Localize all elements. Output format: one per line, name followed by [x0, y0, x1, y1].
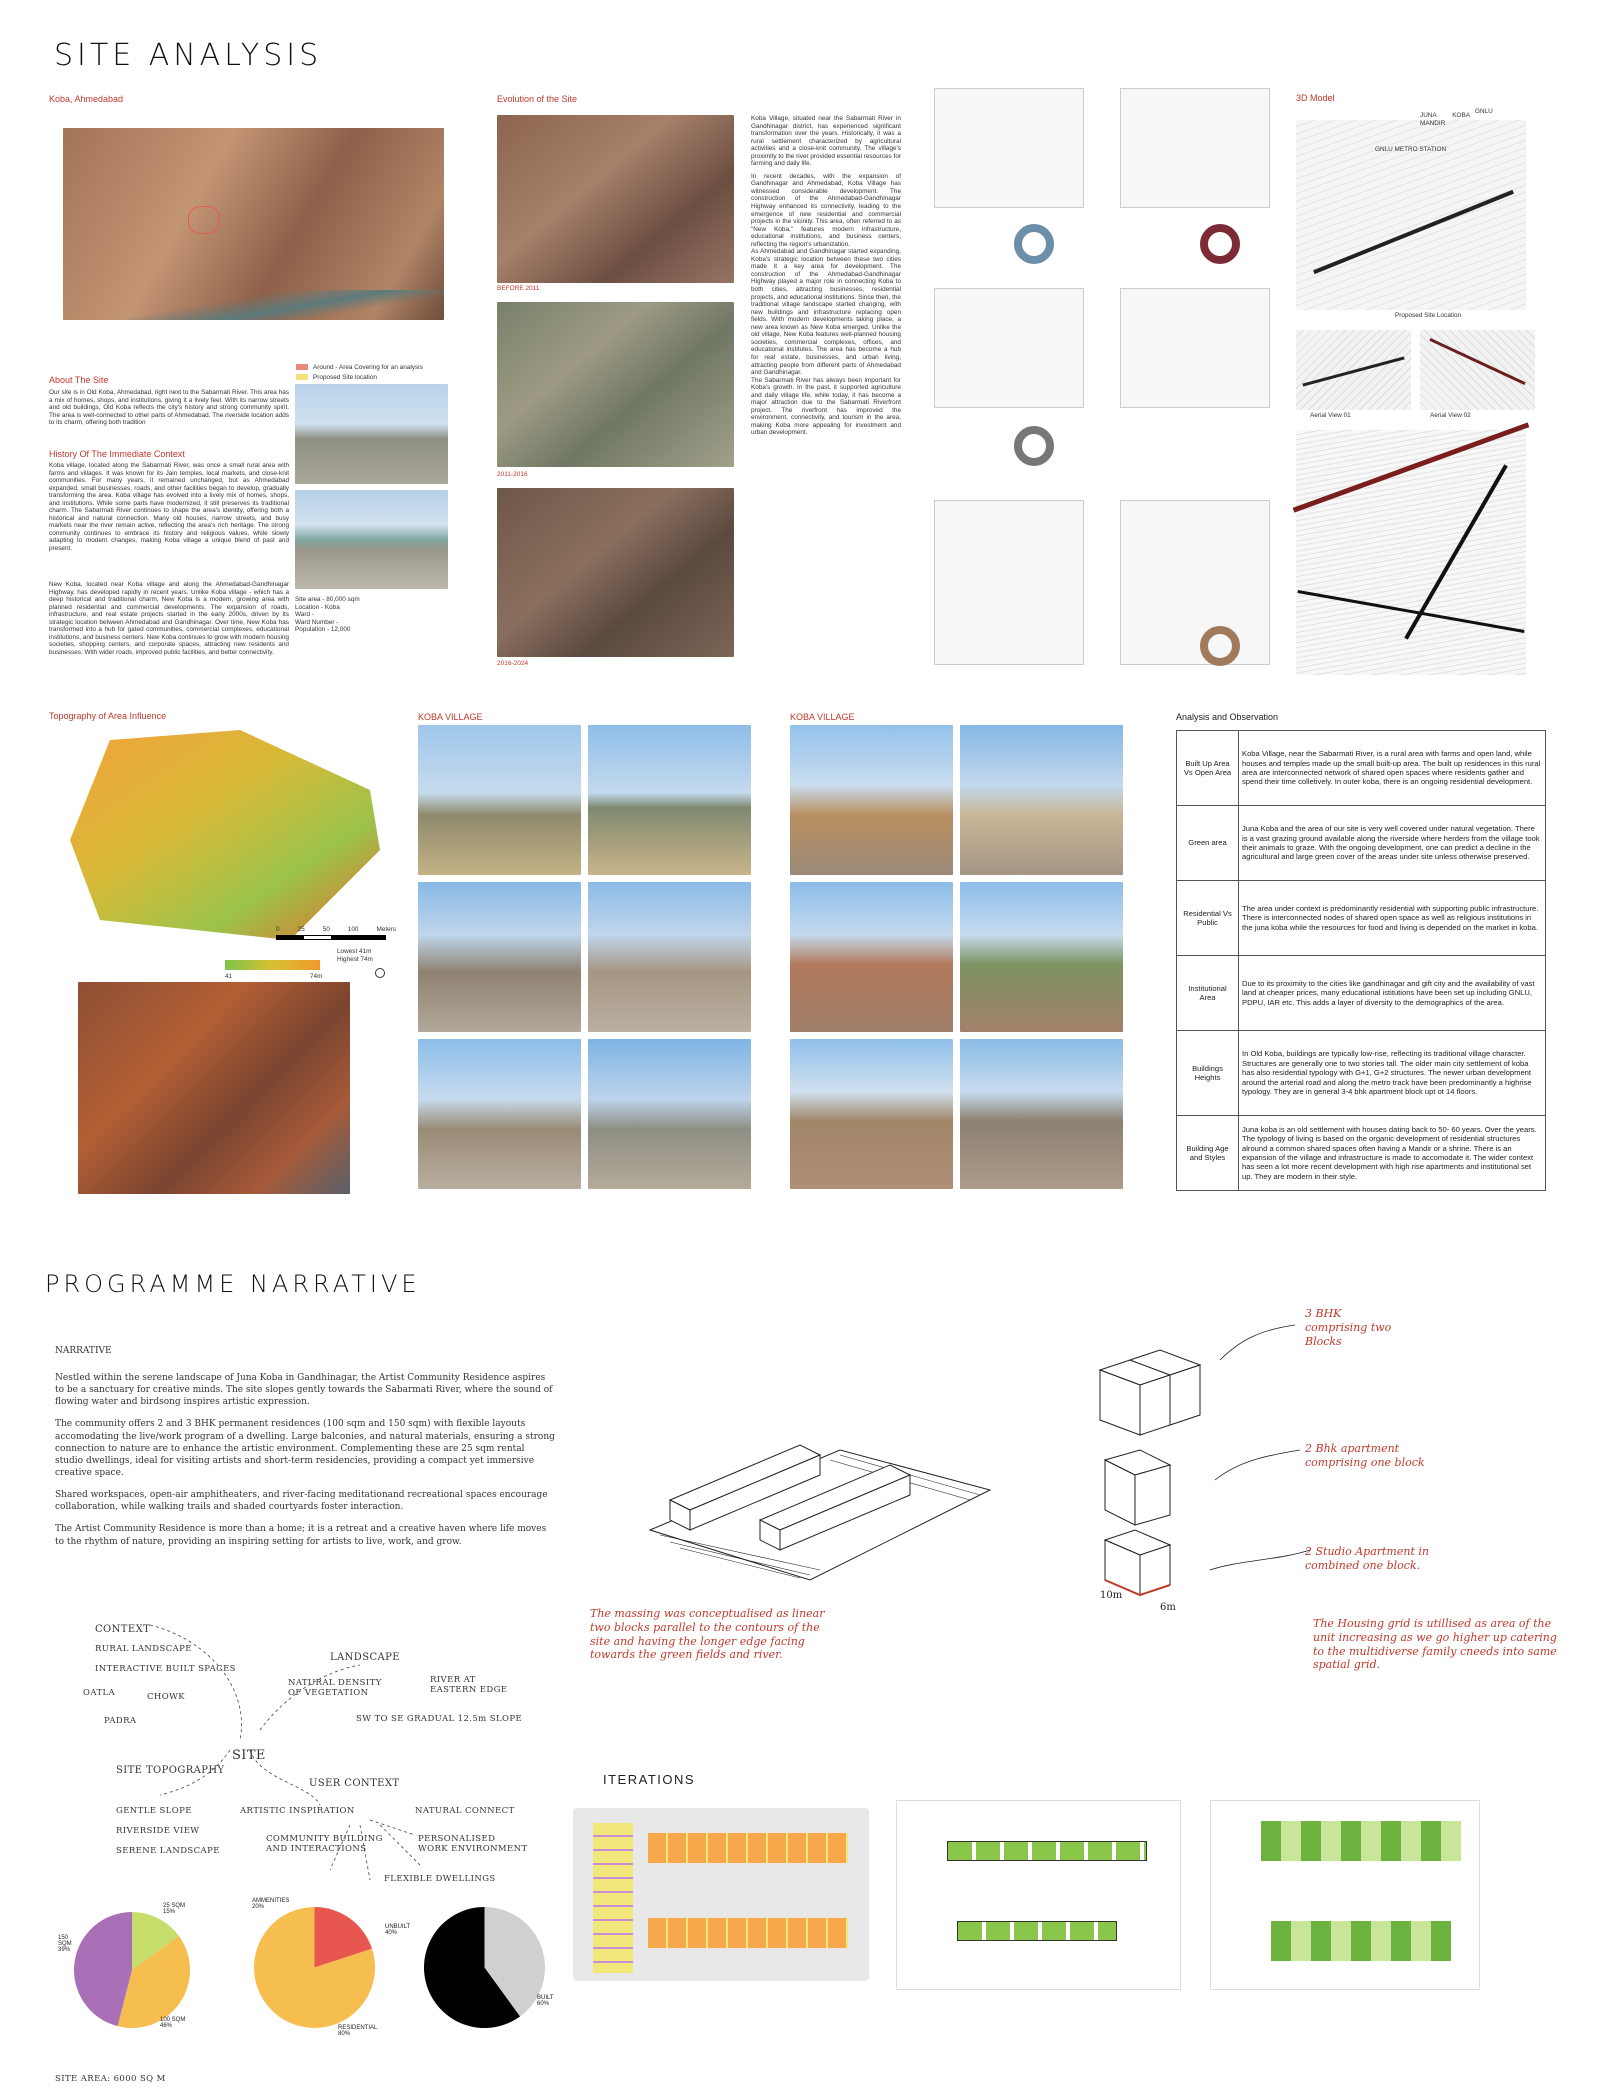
pie-label-unbuilt: UNBUILT 40% — [385, 1924, 411, 1936]
pie-chart-program — [252, 1905, 377, 2030]
history-text-1: Koba village, located along the Sabarmati River, was once a small rural area with farms and villages. It was known for its Jain temples, local markets, and close-knit communities. For many years, it remained unchanged, but as Ahmedabad expanded, small businesses, roads, and other facilities began to develop, gradually transforming the area. Koba village has evolved into a lively mix of homes, shops, and institutions. While some parts have modernized, it still preserves its traditional charm. The Sabarmati River continues to shape the area's identity, offering both a historical and natural connection. Many old houses, narrow streets, and busy markets near the river remain active, reflecting the area's rich heritage. The strong community continues to embrace its history and religious values, while slowly adapting to modern changes, making Koba village a unique blend of past and present. — [49, 462, 289, 553]
village-photo-4 — [588, 882, 751, 1032]
site-photo-2 — [295, 490, 448, 589]
mind-padra: PADRA — [104, 1716, 137, 1726]
topography-map — [70, 730, 390, 950]
analysis-table — [1176, 730, 1546, 1191]
site-photo-1 — [295, 384, 448, 484]
evolution-heading: Evolution of the Site — [497, 94, 578, 104]
village-photo-10 — [960, 882, 1123, 1032]
mind-context: CONTEXT — [95, 1624, 151, 1635]
topography-satellite-overlay — [78, 982, 350, 1194]
village-photo-6 — [588, 1039, 751, 1189]
village-photo-2 — [588, 725, 751, 875]
mind-user: USER CONTEXT — [309, 1778, 400, 1789]
mind-personalised: PERSONALISED WORK ENVIRONMENT — [418, 1834, 528, 1854]
mind-site: SITE — [232, 1748, 266, 1763]
village-heading-1: KOBA VILLAGE — [418, 712, 483, 722]
analysis-row: Institutional Area Due to its proximity to the cities like gandhinagar and gift city and the availability of vast land at cheaper prices, many educational istitutions have been set up including GNLU, PDPU, IAR etc. This adds a layer of diversity to the demographics of the area. — [1177, 956, 1546, 1031]
topo-scale-bar — [276, 935, 386, 940]
model-label-site: Proposed Site Location — [1395, 312, 1462, 319]
aerial-view-2 — [1420, 330, 1535, 410]
village-photo-7 — [790, 725, 953, 875]
site-area-label: SITE AREA: 6000 SQ M — [55, 2074, 166, 2084]
pie-built-slices — [424, 1907, 545, 2028]
pie-program-slices — [254, 1907, 375, 2028]
dim-10m: 10m — [1100, 1590, 1123, 1601]
unit-note-2bhk: 2 Bhk apartment comprising one block — [1305, 1442, 1425, 1469]
dim-6m: 6m — [1160, 1602, 1176, 1613]
pie-label-amenities: AMMENITIES 20% — [252, 1898, 290, 1910]
donut-4 — [1200, 626, 1240, 666]
legend-site: Proposed Site location — [313, 374, 377, 381]
unit-note-3bhk: 3 BHK comprising two Blocks — [1305, 1307, 1392, 1348]
3d-model-road-map — [1296, 430, 1526, 675]
topo-gradient-bar — [225, 960, 320, 970]
village-photo-8 — [960, 725, 1123, 875]
analysis-row: Buildings Heights In Old Koba, buildings are typically low-rise, reflecting its traditional village character. Structures are generally one to two stories tall. The older main city settlement of koba has also residential typology with G+1, G+2 structures. The newer urban development around the arterial road and along the metro track have been predominantly a highrise typology. They are in general 3-4 bhk apartment block upt ot 14 floors. — [1177, 1031, 1546, 1116]
model-label-metro: GNLU METRO STATION — [1375, 146, 1447, 153]
analysis-row: Building Age and Styles Juna koba is an old settlement with houses dating back to 50- 60 years. Over the years. The typology of living is based on the organic development of residential structures alround a common shared spaces often having a Mandir or a shrine. There is an expansion of the village and infrastructure is made to accomodate it. The wider context has seen a lot more recent development with high rise apartments and institutional set up. They are modern in their style. — [1177, 1116, 1546, 1191]
model-label-mandir: JUNA KOBA MANDIR — [1420, 112, 1470, 127]
donut-3 — [1014, 426, 1054, 466]
massing-diagram — [640, 1410, 1000, 1600]
about-text: Our site is in Old Koba, Ahmedabad, right next to the Sabarmati River. This area has a mix of homes, shops, and institutions, giving it a lively feel. With its narrow streets and old buildings, Old Koba reflects the city's history and strong community spirit. The area is well-connected to other parts of Ahmedabad. The riverside location adds to its charm, offering both tradition — [49, 389, 289, 427]
village-photo-5 — [418, 1039, 581, 1189]
evolution-text: Koba Village, situated near the Sabarmati River in Gandhinagar district, has experienced significant transformation over the years. Historically, it was a rural settlement characterized by agricultural activities and a close-knit community. The village's proximity to the river provided essential resources for farming and daily life. In recent decades, with the expansion of Gandhinagar and Ahmedabad, Koba Village has witnessed considerable development. The construction of the Ahmedabad-Gandhinagar Highway enhanced its connectivity, leading to the emergence of new residential and commercial projects in the vicinity. This area, often referred to as "New Koba," features modern infrastructure, educational institutions, and business centers, reflecting the region's urbanization. As Ahmedabad and Gandhinagar started expanding, Koba's strategic location between these two cities made it a key area for development. The construction of the Ahmedabad-Gandhinagar Highway played a major role in connecting Koba to both cities, attracting businesses, residential projects, and educational institutions. Since then, the traditional village landscape started changing, with new buildings and infrastructure replacing open fields. With modern developments taking place, a new area known as New Koba emerged. Unlike the old village, New Koba features well-planned housing societies, commercial complexes, offices, and educational institutes. The area has become a hub for real estate, businesses, and urban living, attracting people from different parts of Ahmedabad and Gandhinagar. The Sabarmati River has always been important for Koba's growth. In the past, it supported agriculture and daily village life, while today, it has become a major attraction due to the Sabarmati Riverfront project. The riverfront has improved the environment, connectivity, and tourism in the area, making Koba more appealing for investment and urban development. — [751, 115, 901, 437]
north-arrow-icon — [375, 968, 385, 978]
topo-range-low: 41 — [225, 973, 233, 980]
legend-swatch-site — [296, 374, 308, 380]
topo-scale-labels: 0 25 50 100 Meters — [276, 926, 396, 933]
donut-1 — [1014, 224, 1054, 264]
mind-natural-density: NATURAL DENSITY OF VEGETATION — [288, 1678, 382, 1698]
evolution-map-2011-2016 — [497, 302, 734, 467]
pie-label-25: 25 SQM 15% — [163, 1903, 186, 1915]
mind-serene: SERENE LANDSCAPE — [116, 1846, 220, 1856]
mind-artistic: ARTISTIC INSPIRATION — [240, 1806, 355, 1816]
mind-gentle: GENTLE SLOPE — [116, 1806, 192, 1816]
model-label-gnlu: GNLU — [1475, 108, 1493, 115]
pie-label-150: 150 SQM 39% — [58, 1935, 72, 1953]
mind-community: COMMUNITY BUILDING AND INTERACTIONS — [266, 1834, 383, 1854]
village-photo-3 — [418, 882, 581, 1032]
donut-2 — [1200, 224, 1240, 264]
topo-range-high: 74m — [310, 973, 323, 980]
history-text-2: New Koba, located near Koba village and along the Ahmedabad-Gandhinagar Highway, has developed rapidly in recent years. Unlike Koba village - which has a deep historical and traditional charm, New Koba is a modern, growing area with planned residential and commercial developments. The expansion of roads, infrastructure, and real estate projects started in the early 2000s, driven by its strategic location between Ahmedabad and Gandhinagar. Over time, New Koba has transformed into a hub for gated communities, commercial complexes, educational institutions, and business centers. New Koba continues to grow with modern housing societies, shopping centers, and corporate spaces, attracting new residents and businesses. With wider roads, improved public facilities, and better connectivity. — [49, 581, 289, 656]
history-title: History Of The Immediate Context — [49, 449, 185, 459]
iteration-1 — [573, 1808, 869, 1981]
village-photo-1 — [418, 725, 581, 875]
aerial-view-1 — [1296, 330, 1411, 410]
village-photo-9 — [790, 882, 953, 1032]
analysis-heading: Analysis and Observation — [1176, 712, 1279, 722]
legend-swatch-area — [296, 364, 308, 370]
aerial-label-1: Aerial View 01 — [1310, 412, 1351, 419]
village-photo-11 — [790, 1039, 953, 1189]
mind-riverside: RIVERSIDE VIEW — [116, 1826, 200, 1836]
analysis-row: Green area Juna Koba and the area of our site is very well covered under natural vegetation. There is a vast grazing ground available along the riverside where herders from the village took their animals to graze. With the ongoing development, one can predict a decline in the agricultural and large green cover of the areas under site unless otherwise preserved. — [1177, 806, 1546, 881]
mind-chowk: CHOWK — [147, 1692, 185, 1702]
narrative-text: Nestled within the serene landscape of Juna Koba in Gandhinagar, the Artist Community Residence aspires to be a sanctuary for creative minds. The site slopes gently towards the Sabarmati River, where the sound of flowing water and birdsong inspires artistic expression. The community offers 2 and 3 BHK permanent residences (100 sqm and 150 sqm) with flexible layouts accomodating the live/work program of a dwelling. Large balconies, and natural materials, ensuring a strong connection to nature are to enhance the artistic environment. Complementing these are 25 sqm rental studio dwellings, ideal for visiting artists and short-term residencies, providing a compact yet immersive creative space. Shared workspaces, open-air amphitheaters, and river-facing meditationand recreational spaces encourage collaboration, while walking trails and shaded courtyards foster interaction. The Artist Community Residence is more than a home; it is a retreat and a creative haven where life moves to the rhythm of nature, providing an inspiring setting for artists to live, work, and grow. — [55, 1373, 555, 1547]
village-photo-12 — [960, 1039, 1123, 1189]
grid-note: The Housing grid is utillised as area of the unit increasing as we go higher up catering to the multidiverse family cneeds into same spatial grid. — [1313, 1617, 1557, 1672]
mind-flexible: FLEXIBLE DWELLINGS — [384, 1874, 496, 1884]
iteration-3 — [1210, 1800, 1480, 1990]
model-heading: 3D Model — [1296, 93, 1335, 103]
mind-natural-connect: NATURAL CONNECT — [415, 1806, 515, 1816]
analysis-map-4 — [1120, 288, 1270, 408]
analysis-map-3 — [934, 288, 1084, 408]
evolution-map-before-2011 — [497, 115, 734, 283]
narrative-label: NARRATIVE — [55, 1346, 112, 1356]
evo-label-2: 2011-2016 — [497, 471, 528, 478]
mind-rural: RURAL LANDSCAPE — [95, 1644, 192, 1654]
mind-slope: SW TO SE GRADUAL 12.5m SLOPE — [356, 1714, 523, 1724]
analysis-map-5 — [934, 500, 1084, 665]
about-title: About The Site — [49, 375, 109, 385]
analysis-map-1 — [934, 88, 1084, 208]
site-info: Site area - 80,000 sqm Location - Koba Ward - Ward Number - Population - 12,000 — [295, 596, 360, 634]
legend-area: Around - Area Covering for an analysis — [313, 364, 423, 371]
village-heading-2: KOBA VILLAGE — [790, 712, 855, 722]
pie-label-built: BUILT 60% — [537, 1995, 554, 2007]
evo-label-3: 2016-2024 — [497, 660, 529, 667]
koba-heading: Koba, Ahmedabad — [49, 94, 124, 104]
evo-label-1: BEFORE 2011 — [497, 285, 540, 292]
pie-chart-units — [72, 1910, 192, 2030]
unit-note-leaders — [1200, 1320, 1320, 1580]
mind-river-edge: RIVER AT EASTERN EDGE — [430, 1675, 508, 1695]
mind-landscape: LANDSCAPE — [330, 1652, 400, 1663]
massing-note: The massing was conceptualised as linear two blocks parallel to the contours of the site and having the longer edge facing towards the green fields and river. — [590, 1607, 825, 1662]
site-analysis-title: SITE ANALYSIS — [54, 38, 323, 73]
pie-units-slices — [74, 1912, 190, 2028]
unit-note-studio: 2 Studio Apartment in combined one block. — [1305, 1545, 1429, 1572]
evolution-map-2016-2024 — [497, 488, 734, 657]
analysis-map-6 — [1120, 500, 1270, 665]
topo-heading: Topography of Area Influence — [49, 711, 167, 721]
analysis-map-2 — [1120, 88, 1270, 208]
pie-label-residential: RESIDENTIAL 80% — [338, 2025, 378, 2037]
koba-satellite-map — [63, 128, 444, 320]
topo-legend: Lowest 41m Highest 74m — [337, 948, 373, 963]
iteration-2 — [896, 1800, 1181, 1990]
pie-chart-built — [422, 1905, 547, 2030]
mind-oatla: OATLA — [83, 1688, 116, 1698]
aerial-label-2: Aerial View 02 — [1430, 412, 1471, 419]
pie-label-100: 100 SQM 46% — [160, 2017, 186, 2029]
analysis-row: Built Up Area Vs Open Area Koba Village, near the Sabarmati River, is a rural area with farms and open land, while houses and temples made up the small built-up area. The built up residences in this rural area are interconnected network of shared open spaces where residents gather and spend their time colletively. In outer koba, there is an ongoing residential development. — [1177, 731, 1546, 806]
mind-interactive: INTERACTIVE BUILT SPACES — [95, 1664, 236, 1674]
mind-topography: SITE TOPOGRAPHY — [116, 1765, 225, 1776]
iterations-title: ITERATIONS — [603, 1772, 696, 1787]
analysis-row: Residential Vs Public The area under context is predominantly residential with supporting public infrastructure. There is interconnected nodes of shared open space as well as religious institutions in the juna koba while the resources for food and living is depended on the market in koba. — [1177, 881, 1546, 956]
programme-title: PROGRAMME NARRATIVE — [45, 1270, 421, 1298]
